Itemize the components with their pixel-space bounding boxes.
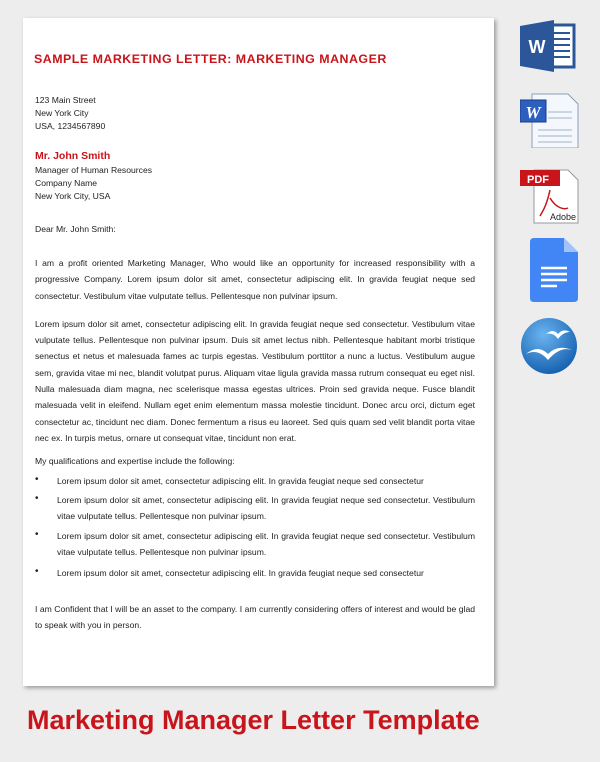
pdf-label: PDF bbox=[527, 174, 549, 186]
recipient-line: Company Name bbox=[35, 178, 98, 188]
qualifications-intro: My qualifications and expertise include the following: bbox=[35, 456, 235, 467]
bullet-item bbox=[35, 528, 475, 561]
bullet-text: Lorem ipsum dolor sit amet, consectetur adipiscing elit. In gravida feugiat neque sed consectetur. Vestibulum vitae vulputate tellus. Pellentesque non pulvinar ipsum. bbox=[57, 531, 475, 558]
bullet-item bbox=[35, 473, 475, 489]
recipient-block bbox=[35, 149, 475, 203]
salutation: Dear Mr. John Smith: bbox=[35, 224, 116, 234]
sender-address bbox=[35, 94, 475, 133]
google-docs-icon[interactable] bbox=[520, 236, 580, 302]
word-letter: W bbox=[525, 103, 541, 122]
bullet-item bbox=[35, 492, 475, 525]
word-doc-icon[interactable] bbox=[520, 92, 580, 148]
word-icon[interactable] bbox=[520, 20, 578, 72]
closing-paragraph: I am Confident that I will be an asset to the company. I am currently considering offers of interest and would be glad to speak with you in person. bbox=[35, 604, 475, 631]
bullet-text: Lorem ipsum dolor sit amet, consectetur adipiscing elit. In gravida feugiat neque sed consectetur bbox=[57, 476, 424, 487]
bullet-item bbox=[35, 565, 475, 581]
bullet-icon: • bbox=[35, 474, 39, 486]
recipient-line: Manager of Human Resources bbox=[35, 165, 153, 175]
letter-title: SAMPLE MARKETING LETTER: MARKETING MANAGER bbox=[34, 52, 387, 66]
recipient-name: Mr. John Smith bbox=[35, 150, 111, 162]
letter-page bbox=[23, 18, 494, 686]
footer-title: Marketing Manager Letter Template bbox=[27, 705, 480, 735]
word-letter: W bbox=[528, 37, 546, 57]
pdf-icon[interactable] bbox=[520, 168, 580, 224]
recipient-line: New York City, USA bbox=[35, 191, 111, 201]
paragraph-body: Lorem ipsum dolor sit amet, consectetur adipiscing elit. In gravida feugiat neque sed consectetur. Vestibulum vitae vulputate tellus. Pellentesque non pulvinar ipsum. Duis sit amet lectus nibh. Pellentesque habitant morbi tristique senectus et netus et malesuada fames ac turpis egestas. Vestibulum porttitor a nunc a luctus. Vestibulum augue sem, gravida vitae mi nec, blandit volutpat purus. Aliquam vitae ligula gravida massa rutrum consequat eu eget nisl. Nulla malesuada diam magna, nec scelerisque massa egestas ultrices. Proin sed gravida neque. Fusce blandit malesuada velit in eleifend. Nullam eget enim elementum massa molestie tincidunt. Donec arcu orci, dictum eget consectetur ac, tincidunt nec diam. Donec fermentum a risus eu laoreet. Sed quis quam sed velit blandit porta vitae nec ex. In turpis metus, ornare ut consequat vitae, tincidunt non erat. bbox=[35, 318, 475, 443]
adobe-label: Adobe bbox=[549, 212, 577, 222]
openoffice-icon[interactable] bbox=[520, 316, 580, 376]
bullet-icon: • bbox=[35, 529, 39, 541]
address-line: New York City bbox=[35, 108, 89, 118]
bullet-text: Lorem ipsum dolor sit amet, consectetur adipiscing elit. In gravida feugiat neque sed consectetur. Vestibulum vitae vulputate tellus. Pellentesque non pulvinar ipsum. bbox=[57, 494, 475, 521]
address-line: 123 Main Street bbox=[35, 95, 96, 105]
bullet-icon: • bbox=[35, 565, 39, 577]
bullet-text: Lorem ipsum dolor sit amet, consectetur adipiscing elit. In gravida feugiat neque sed consectetur bbox=[57, 567, 424, 578]
bullet-icon: • bbox=[35, 492, 39, 504]
address-line: USA, 1234567890 bbox=[35, 121, 106, 131]
paragraph-intro: I am a profit oriented Marketing Manager, Who would like an opportunity for increased responsibility with a progressive Company. Lorem ipsum dolor sit amet, consectetur adipiscing elit. In gravida feugiat neque sed consectetur. Vestibulum vitae vulputate tellus. Pellentesque non pulvinar ipsum. bbox=[35, 258, 475, 301]
